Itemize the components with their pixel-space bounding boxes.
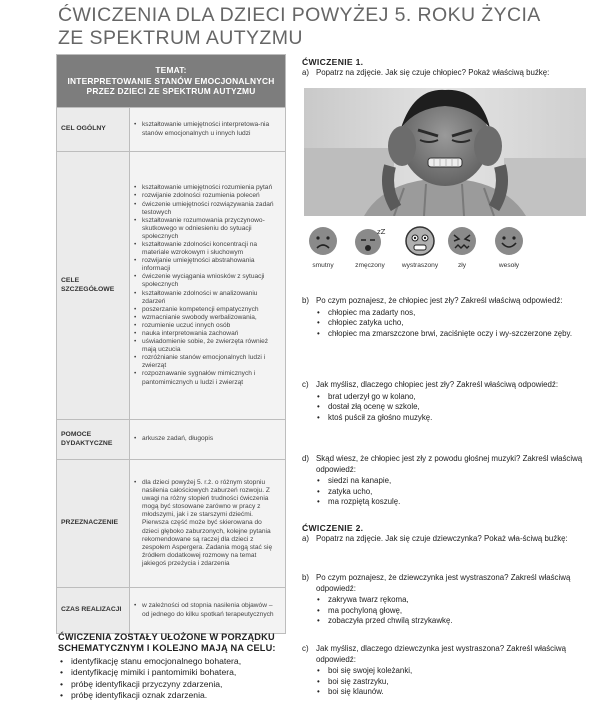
emotion-option-angry[interactable] — [437, 226, 487, 269]
question-text: Popatrz na zdjęcie. Jak się czuje chłopiec? Pokaż właściwą buźkę: — [316, 67, 550, 77]
list-item: • wzmacnianie swobody werbalizowania, — [134, 314, 279, 322]
list-item: • poszerzanie kompetencji empatycznych — [134, 306, 279, 314]
answer-option[interactable]: • chłopiec ma zadarty nos, — [316, 308, 586, 319]
list-item: • uświadomienie sobie, że zwierzęta również mają uczucia — [134, 338, 279, 354]
emotion-label: wesoły — [498, 262, 520, 269]
answer-option[interactable]: • ma pochyloną głowę, — [316, 606, 586, 617]
row-label: CEL OGÓLNY — [57, 108, 130, 152]
boy-photo-illustration — [304, 88, 586, 216]
question-1d — [302, 454, 586, 475]
question-text: Jak myślisz, dlaczego chłopiec jest zły? Zakreśl właściwą odpowiedź: — [316, 380, 559, 389]
list-item: • kształtowanie umiejętności interpretowa-nia stanów emocjonalnych u innych ludzi — [134, 121, 279, 137]
answer-option[interactable]: • zobaczyła przed chwilą strzykawkę. — [316, 616, 586, 627]
answer-option[interactable]: • ma rozpiętą koszulę. — [316, 497, 586, 508]
list-item: • identyfikację mimiki i pantomimiki bohatera, — [58, 667, 288, 678]
list-item: • dla dzieci powyżej 5. r.ż. o różnym stopniu nasilenia całościowych zaburzeń rozwoju. Z uwagi na różny stopień trudności ćwiczenia mogą być stosowane zarówno w pracy z młodszymi, jak i ze starszymi dziećmi. Pierwsza część może być skierowana do dzieci głęboko zaburzonych, kolejne pytania rekomendowane są raczej dla dzieci z zespołem Aspergera. Zadania mogą stać się źródłem dodatkowej rozmowy na temat jakiegoś przeżycia i zdarzenia — [134, 479, 279, 568]
list-item: • próbę identyfikacji oznak zdarzenia. — [58, 690, 288, 701]
question-letter: b) — [302, 573, 310, 582]
angry-face-icon — [447, 226, 477, 256]
sad-face-icon — [308, 226, 338, 256]
lesson-plan-table — [56, 54, 286, 634]
row-value — [130, 588, 286, 634]
list-item: • ćwiczenie wyciągania wniosków z sytuacji społecznych — [134, 273, 279, 289]
row-value — [130, 460, 286, 588]
answer-option[interactable]: • chłopiec zatyka ucho, — [316, 318, 586, 329]
list-item: • kształtowanie rozumowania przyczynowo-skutkowego w odniesieniu do sytuacji społecznych — [134, 217, 279, 241]
question-letter: c) — [302, 380, 309, 389]
question-1c — [302, 380, 586, 391]
question-1b — [302, 296, 586, 307]
question-text: Po czym poznajesz, że dziewczynka jest wystraszona? Zakreśl właściwą odpowiedź: — [316, 573, 571, 593]
header-line-2: INTERPRETOWANIE STANÓW EMOCJONALNYCH — [67, 75, 275, 86]
goals-heading-line-1: ĆWICZENIA ZOSTAŁY UŁOŻONE W PORZĄDKU — [58, 632, 275, 642]
list-item: • w zależności od stopnia nasilenia objawów – od jednego do kilku spotkań terapeutycznych — [134, 602, 279, 618]
list-item: • kształtowanie zdolności w analizowaniu zdarzeń — [134, 290, 279, 306]
question-1b-block — [302, 296, 586, 339]
row-duration — [57, 588, 286, 634]
title-line-1: ĆWICZENIA DLA DZIECI POWYŻEJ 5. ROKU ŻYCIA — [58, 4, 541, 26]
exercise-1-intro — [302, 57, 586, 78]
question-1d-block — [302, 454, 586, 508]
svg-text:zZ: zZ — [377, 228, 386, 236]
answer-list — [316, 595, 586, 627]
list-item: • rozwijanie zdolności rozumienia poleceń — [134, 192, 279, 200]
list-item: • kształtowanie umiejętności rozumienia pytań — [134, 184, 279, 192]
page-title — [58, 4, 578, 50]
list-item: • próbę identyfikacji przyczyny zdarzenia, — [58, 679, 288, 690]
row-label: CZAS REALIZACJI — [57, 588, 130, 634]
goals-heading — [58, 632, 288, 654]
answer-list — [316, 666, 586, 698]
happy-face-icon — [494, 226, 524, 256]
question-2b-block — [302, 573, 586, 627]
list-item: • kształtowanie zdolności koncentracji na materiale wzrokowym i słuchowym — [134, 241, 279, 257]
emotion-option-sad[interactable] — [298, 226, 348, 269]
row-general-goal — [57, 108, 286, 152]
row-label: PRZEZNACZENIE — [57, 460, 130, 588]
question-2a — [302, 534, 586, 545]
question-text: Po czym poznajesz, że chłopiec jest zły? Zakreśl właściwą odpowiedź: — [316, 296, 563, 305]
answer-list — [316, 308, 586, 340]
table-header — [57, 55, 286, 108]
question-1c-block — [302, 380, 586, 423]
emotion-label: zmęczony — [355, 262, 385, 269]
answer-option[interactable]: • chłopiec ma zmarszczone brwi, zaciśnięte oczy i wy-szczerzone zęby. — [316, 329, 586, 340]
row-value — [130, 108, 286, 152]
scared-face-icon — [405, 226, 435, 256]
row-value — [130, 152, 286, 420]
header-line-3: PRZEZ DZIECI ZE SPEKTRUM AUTYZMU — [86, 86, 256, 97]
emotion-option-happy[interactable] — [484, 226, 534, 269]
list-item: • identyfikację stanu emocjonalnego bohatera, — [58, 656, 288, 667]
tired-face-icon — [353, 226, 387, 256]
title-line-2: ZE SPEKTRUM AUTYZMU — [58, 27, 303, 49]
list-item: • rozróżnianie stanów emocjonalnych ludzi i zwierząt — [134, 354, 279, 370]
answer-option[interactable]: • boi się zastrzyku, — [316, 677, 586, 688]
emotion-label: zły — [457, 262, 467, 269]
question-1a — [302, 68, 586, 79]
row-label: POMOCE DYDAKTYCZNE — [57, 420, 130, 460]
exercise-2-intro — [302, 523, 586, 544]
row-purpose — [57, 460, 286, 588]
exercise-1-heading: ĆWICZENIE 1. — [302, 57, 364, 67]
header-topic: TEMAT: — [155, 65, 187, 76]
answer-option[interactable]: • boi się klaunów. — [316, 687, 586, 698]
answer-option[interactable]: • dostał złą ocenę w szkole, — [316, 402, 586, 413]
question-text: Skąd wiesz, że chłopiec jest zły z powodu głośnej muzyki? Zakreśl właściwą odpowiedź: — [316, 454, 583, 474]
answer-option[interactable]: • zakrywa twarz rękoma, — [316, 595, 586, 606]
row-label: CELE SZCZEGÓŁOWE — [57, 152, 130, 420]
answer-option[interactable]: • boi się swojej koleżanki, — [316, 666, 586, 677]
list-item: • ćwiczenie umiejętności rozwiązywania zadań testowych — [134, 201, 279, 217]
exercise-2-heading: ĆWICZENIE 2. — [302, 523, 364, 533]
exercise-goals-section — [58, 632, 288, 702]
list-item: • rozumienie uczuć innych osób — [134, 322, 279, 330]
row-teaching-aids — [57, 420, 286, 460]
emotion-label: smutny — [312, 262, 334, 269]
goals-heading-line-2: SCHEMATYCZNYM I KOLEJNO MAJĄ NA CELU: — [58, 643, 276, 653]
question-letter: a) — [302, 67, 310, 77]
row-specific-goals — [57, 152, 286, 420]
answer-option[interactable]: • brat uderzył go w kolano, — [316, 392, 586, 403]
question-2b — [302, 573, 586, 594]
goals-list — [58, 656, 288, 702]
answer-option[interactable]: • ktoś puścił za głośno muzykę. — [316, 413, 586, 424]
emotion-option-tired[interactable] — [345, 226, 395, 269]
question-text: Popatrz na zdjęcie. Jak się czuje dziewczynka? Pokaż wła-ściwą buźkę: — [316, 533, 568, 543]
question-letter: b) — [302, 296, 310, 305]
question-letter: a) — [302, 533, 310, 543]
question-letter: c) — [302, 644, 309, 653]
answer-option[interactable]: • zatyka ucho, — [316, 487, 586, 498]
row-value — [130, 420, 286, 460]
answer-list — [316, 476, 586, 508]
question-2c-block — [302, 644, 586, 698]
list-item: • arkusze zadań, długopis — [134, 435, 279, 443]
question-2c — [302, 644, 586, 665]
boy-covering-ears-photo — [304, 88, 586, 216]
answer-option[interactable]: • siedzi na kanapie, — [316, 476, 586, 487]
list-item: • nauka interpretowania zachowań — [134, 330, 279, 338]
emotion-label: wystraszony — [401, 262, 439, 269]
answer-list — [316, 392, 586, 424]
question-letter: d) — [302, 454, 310, 463]
question-text: Jak myślisz, dlaczego dziewczynka jest wystraszona? Zakreśl właściwą odpowiedź: — [316, 644, 566, 664]
list-item: • rozwijanie umiejętności abstrahowania informacji — [134, 257, 279, 273]
list-item: • rozpoznawanie sygnałów mimicznych i pantomimicznych u ludzi i zwierząt — [134, 370, 279, 386]
